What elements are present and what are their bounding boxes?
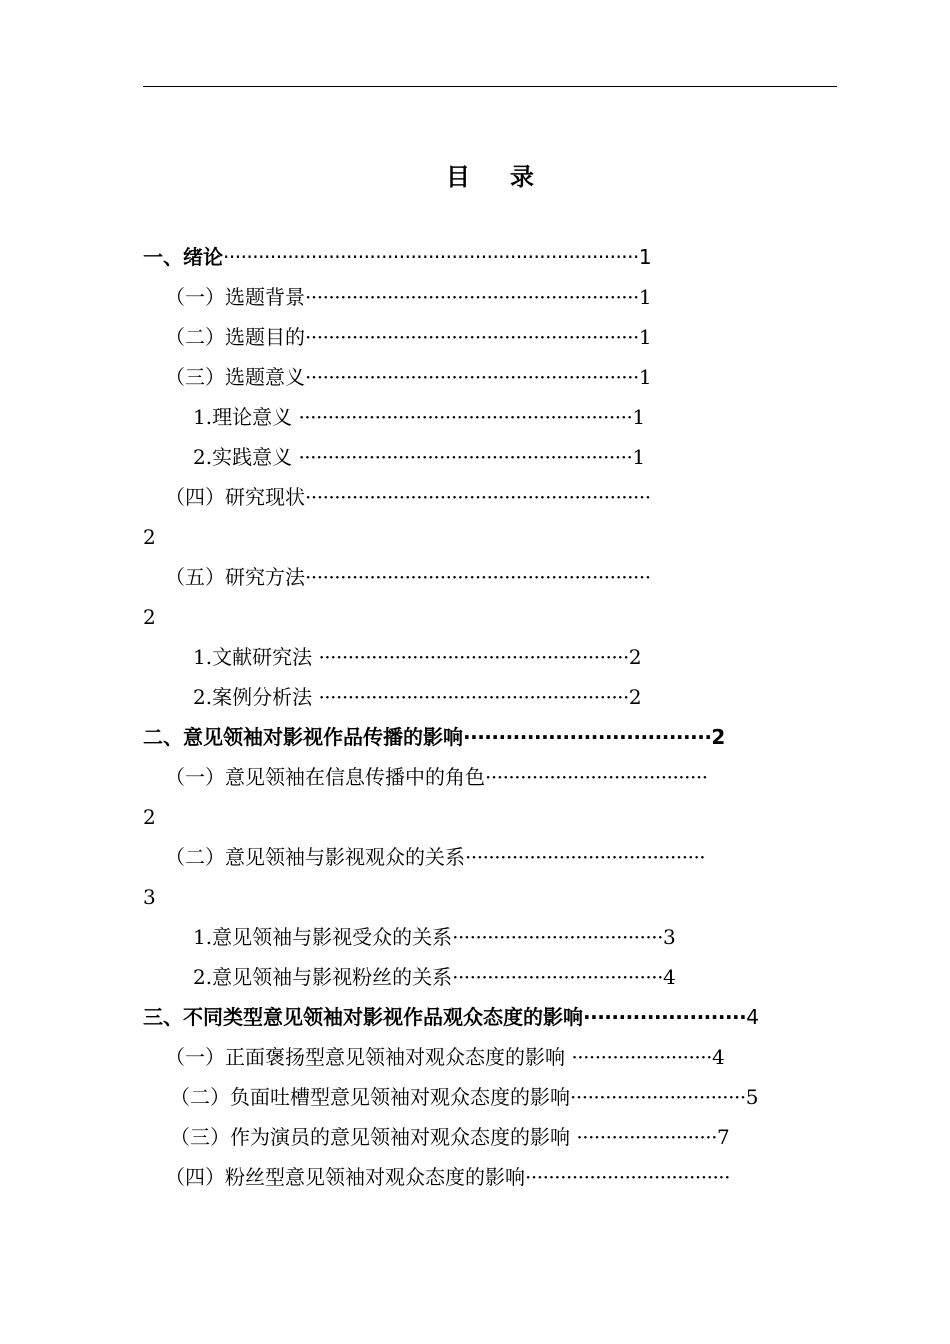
toc-entry-text: （二）负面吐槽型意见领袖对观众态度的影响: [170, 1085, 570, 1109]
toc-entry[interactable]: [165, 323, 652, 351]
toc-entry-text: 1.文献研究法: [193, 645, 319, 669]
toc-entry-text: （四）研究现状: [165, 485, 305, 509]
toc-page-number-wrapped: 2: [143, 605, 156, 629]
toc-leader: ·····················································: [318, 645, 629, 669]
toc-entry[interactable]: [193, 923, 676, 951]
toc-entry-text: （五）研究方法: [165, 565, 305, 589]
toc-page-number: 1: [638, 245, 652, 269]
toc-page-number: 5: [745, 1085, 759, 1109]
toc-entry[interactable]: [193, 643, 642, 671]
toc-leader: ·········································: [465, 845, 706, 869]
toc-entry-text: （二）选题目的: [165, 325, 305, 349]
toc-title: [0, 160, 950, 194]
toc-entry[interactable]: [165, 363, 652, 391]
toc-leader: ·························································: [298, 405, 633, 429]
toc-leader: ···································: [463, 725, 712, 749]
toc-entry-text: （三）选题意义: [165, 365, 305, 389]
toc-leader: ···························································: [305, 565, 651, 589]
toc-entry[interactable]: [143, 723, 725, 751]
toc-entry[interactable]: [143, 243, 652, 271]
toc-page-number: 4: [746, 1005, 759, 1029]
toc-page-number: 1: [632, 405, 646, 429]
toc-leader: ·······································································: [223, 245, 639, 269]
header-rule: [143, 86, 837, 87]
toc-page-number: 4: [662, 965, 676, 989]
toc-leader: ························: [576, 1125, 717, 1149]
toc-leader: ······························: [570, 1085, 746, 1109]
toc-page-number: 4: [711, 1045, 725, 1069]
toc-leader: ····································: [452, 965, 663, 989]
toc-entry[interactable]: [165, 483, 651, 511]
toc-leader: ·····················································: [318, 685, 629, 709]
toc-entry[interactable]: [165, 563, 651, 591]
toc-entry-text: （四）粉丝型意见领袖对观众态度的影响: [165, 1165, 525, 1189]
toc-leader: ·························································: [298, 445, 633, 469]
toc-entry[interactable]: [193, 963, 676, 991]
toc-entry[interactable]: [193, 403, 645, 431]
toc-page-number: 1: [638, 365, 652, 389]
toc-entry[interactable]: [143, 1003, 759, 1031]
toc-entry-text: 2.意见领袖与影视粉丝的关系: [193, 965, 453, 989]
toc-leader: ·························································: [305, 365, 639, 389]
toc-entry-text: 1.意见领袖与影视受众的关系: [193, 925, 453, 949]
toc-entry[interactable]: [193, 443, 645, 471]
toc-leader: ····································: [452, 925, 663, 949]
toc-page-number: 3: [662, 925, 676, 949]
toc-leader: ························: [571, 1045, 712, 1069]
toc-page-number-wrapped: 2: [143, 525, 156, 549]
toc-entry[interactable]: [170, 1123, 730, 1151]
toc-leader: ·······················: [583, 1005, 747, 1029]
toc-page-number: 1: [632, 445, 646, 469]
toc-entry-text: （一）选题背景: [165, 285, 305, 309]
toc-entry-text: 三、不同类型意见领袖对影视作品观众态度的影响: [143, 1005, 583, 1029]
toc-title-char-2: 录: [510, 163, 534, 191]
toc-entry-text: （二）意见领袖与影视观众的关系: [165, 845, 465, 869]
toc-page-number: 2: [711, 725, 726, 749]
toc-entry[interactable]: [165, 763, 708, 791]
toc-page-number: 7: [716, 1125, 730, 1149]
toc-page-number: 1: [638, 325, 652, 349]
toc-leader: ·························································: [305, 325, 639, 349]
toc-entry-text: （一）意见领袖在信息传播中的角色: [165, 765, 485, 789]
toc-entry[interactable]: [165, 843, 705, 871]
toc-title-char-1: 目: [446, 163, 470, 191]
toc-leader: ·························································: [305, 285, 639, 309]
toc-page-number: 1: [638, 285, 652, 309]
toc-entry-text: （一）正面褒扬型意见领袖对观众态度的影响: [165, 1045, 572, 1069]
toc-entry-text: 一、绪论: [143, 245, 223, 269]
toc-entry-text: 1.理论意义: [193, 405, 299, 429]
toc-leader: ···································: [525, 1165, 731, 1189]
toc-entry-text: 2.案例分析法: [193, 685, 319, 709]
toc-entry-text: （三）作为演员的意见领袖对观众态度的影响: [170, 1125, 577, 1149]
toc-entry[interactable]: [170, 1083, 758, 1111]
toc-page-number: 2: [628, 645, 642, 669]
toc-entry-text: 二、意见领袖对影视作品传播的影响: [143, 725, 463, 749]
toc-page-number-wrapped: 3: [143, 885, 156, 909]
toc-entry[interactable]: [165, 1163, 730, 1191]
toc-entry-text: 2.实践意义: [193, 445, 299, 469]
toc-page-number: 2: [628, 685, 642, 709]
toc-page-number-wrapped: 2: [143, 805, 156, 829]
toc-leader: ······································: [485, 765, 708, 789]
toc-leader: ···························································: [305, 485, 651, 509]
toc-entry[interactable]: [165, 283, 652, 311]
toc-entry[interactable]: [193, 683, 642, 711]
toc-entry[interactable]: [165, 1043, 725, 1071]
